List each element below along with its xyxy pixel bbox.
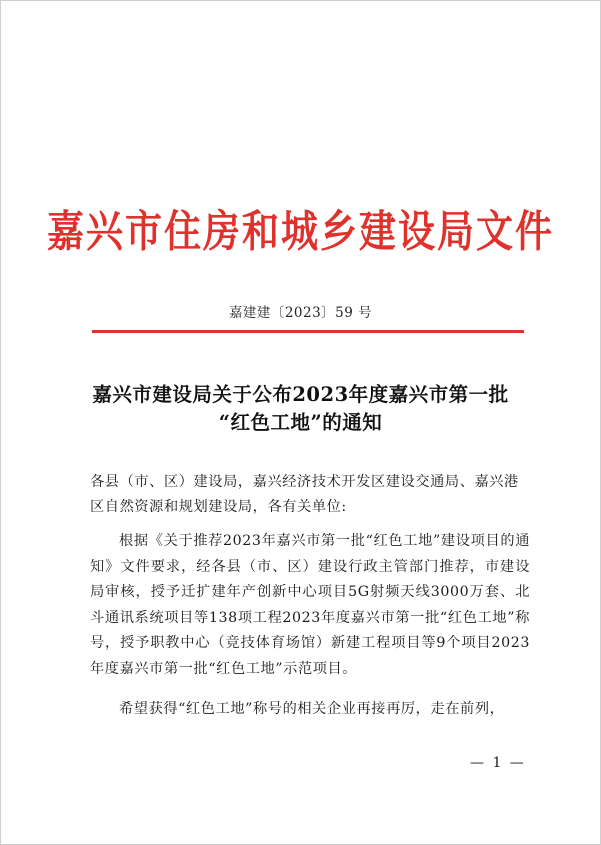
body-paragraph-2: 希望获得“红色工地”称号的相关企业再接再厉，走在前列， [119, 701, 505, 717]
notice-title-line-2: “红色工地”的通知 [218, 411, 383, 434]
body-paragraph-1: 根据《关于推荐2023年嘉兴市第一批“红色工地”建设项目的通知》文件要求，经各县（市、区）建设行政主管部门推荐，市建设局审核，授予迁扩建年产创新中心项目5G射频天线3000万套、北斗通讯系统项目等138项工程2023年度嘉兴市第一批“红色工地”称号，授予职教中心（竞技体育场馆）新建工程项目等9个项目2023年度嘉兴市第一批“红色工地”示范项目。 [90, 533, 530, 677]
notice-title [0, 381, 601, 437]
notice-title-line-1: 嘉兴市建设局关于公布2023年度嘉兴市第一批 [92, 383, 509, 406]
page-number: — 1 — [470, 755, 526, 771]
red-divider-line [92, 330, 524, 333]
salutation: 各县（市、区）建设局，嘉兴经济技术开发区建设交通局、嘉兴港区自然资源和规划建设局，各有关单位: [90, 474, 519, 515]
issuer-header: 嘉兴市住房和城乡建设局文件 [47, 205, 554, 258]
document-number: 嘉建建〔2023〕59 号 [228, 305, 373, 321]
